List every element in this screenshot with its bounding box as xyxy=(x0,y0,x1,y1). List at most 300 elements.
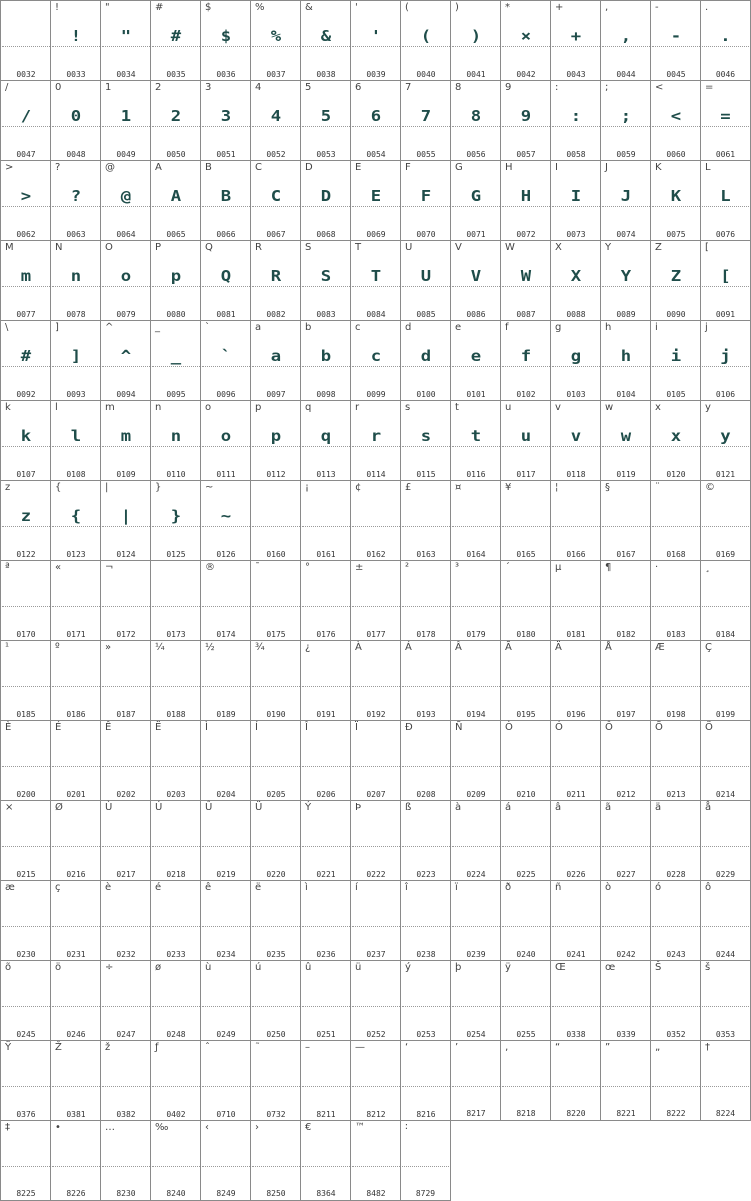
baseline-guide xyxy=(552,126,600,127)
glyph-cell xyxy=(600,0,651,81)
character-code: 0215 xyxy=(16,870,36,879)
baseline-guide xyxy=(402,846,450,847)
reference-character: à xyxy=(455,802,462,813)
character-code: 0183 xyxy=(666,630,686,639)
character-code: 0226 xyxy=(566,870,586,879)
baseline-guide xyxy=(402,206,450,207)
baseline-guide xyxy=(702,46,749,47)
character-code: 8482 xyxy=(366,1189,386,1198)
character-code: 0048 xyxy=(66,150,86,159)
reference-character: i xyxy=(655,322,658,333)
glyph-cell xyxy=(250,640,301,721)
font-glyph-sample: U xyxy=(420,267,432,285)
font-glyph-sample: + xyxy=(570,27,582,45)
character-code: 0036 xyxy=(216,70,236,79)
baseline-guide xyxy=(652,606,700,607)
glyph-cell xyxy=(100,800,151,881)
character-code: 0096 xyxy=(216,390,236,399)
character-code: 0041 xyxy=(466,70,486,79)
character-code: 0073 xyxy=(566,230,586,239)
font-glyph-sample: S xyxy=(320,267,332,285)
baseline-guide xyxy=(152,446,200,447)
glyph-cell xyxy=(550,80,601,161)
character-code: 0185 xyxy=(16,710,36,719)
glyph-cell xyxy=(500,0,551,81)
baseline-guide xyxy=(702,286,749,287)
character-code: 8220 xyxy=(566,1109,586,1118)
reference-character: ¡ xyxy=(305,482,310,493)
baseline-guide xyxy=(502,126,550,127)
reference-character: 3 xyxy=(205,82,212,93)
glyph-cell xyxy=(350,880,401,961)
baseline-guide xyxy=(452,1086,500,1087)
reference-character: Ø xyxy=(55,802,63,813)
glyph-cell xyxy=(0,320,51,401)
font-glyph-sample: | xyxy=(120,507,132,525)
reference-character: Ô xyxy=(605,722,613,733)
baseline-guide xyxy=(652,446,700,447)
reference-character: u xyxy=(505,402,512,413)
reference-character: v xyxy=(555,402,561,413)
reference-character: > xyxy=(5,162,14,173)
baseline-guide xyxy=(502,846,550,847)
reference-character: * xyxy=(505,2,510,13)
font-glyph-sample: d xyxy=(420,347,432,365)
font-glyph-sample: ( xyxy=(420,27,432,45)
font-glyph-sample: X xyxy=(570,267,582,285)
character-code: 0229 xyxy=(715,870,736,879)
font-glyph-sample: 6 xyxy=(370,107,382,125)
baseline-guide xyxy=(152,206,200,207)
reference-character: S xyxy=(305,242,312,253)
font-glyph-sample: 3 xyxy=(220,107,232,125)
reference-character: k xyxy=(5,402,11,413)
baseline-guide xyxy=(652,206,700,207)
glyph-cell xyxy=(500,80,551,161)
character-code: 0058 xyxy=(566,150,586,159)
glyph-cell xyxy=(50,1040,101,1121)
character-code: 0239 xyxy=(466,950,486,959)
glyph-cell xyxy=(550,880,601,961)
glyph-cell xyxy=(250,0,301,81)
reference-character: ¾ xyxy=(255,642,265,653)
reference-character: ð xyxy=(505,882,512,893)
character-code: 0112 xyxy=(266,470,286,479)
baseline-guide xyxy=(602,1006,650,1007)
font-glyph-sample: $ xyxy=(220,27,232,45)
character-code: 0086 xyxy=(466,310,486,319)
glyph-cell xyxy=(250,800,301,881)
glyph-cell xyxy=(600,640,651,721)
character-code: 0231 xyxy=(66,950,86,959)
font-glyph-sample: 5 xyxy=(320,107,332,125)
baseline-guide xyxy=(402,526,450,527)
character-code: 8222 xyxy=(666,1109,686,1118)
glyph-cell xyxy=(400,400,451,481)
font-glyph-sample: u xyxy=(520,427,532,445)
reference-character: ¨ xyxy=(655,482,660,493)
character-code: 0224 xyxy=(466,870,486,879)
glyph-cell xyxy=(350,800,401,881)
reference-character: ÷ xyxy=(105,962,114,973)
glyph-cell xyxy=(500,800,551,881)
glyph-cell xyxy=(50,320,101,401)
glyph-cell xyxy=(150,80,201,161)
font-glyph-sample: V xyxy=(470,267,482,285)
character-code: 0124 xyxy=(116,550,136,559)
reference-character: é xyxy=(155,882,162,893)
glyph-cell xyxy=(50,400,101,481)
glyph-cell xyxy=(50,1120,101,1201)
character-code: 8221 xyxy=(616,1109,636,1118)
glyph-cell xyxy=(550,640,601,721)
reference-character: Z xyxy=(655,242,662,253)
baseline-guide xyxy=(2,206,50,207)
glyph-cell xyxy=(0,240,51,321)
glyph-cell xyxy=(100,320,151,401)
baseline-guide xyxy=(602,206,650,207)
baseline-guide xyxy=(152,1086,200,1087)
baseline-guide xyxy=(402,926,450,927)
glyph-cell xyxy=(700,240,751,321)
baseline-guide xyxy=(102,686,150,687)
reference-character: ß xyxy=(405,802,412,813)
character-code: 0122 xyxy=(16,550,36,559)
glyph-cell xyxy=(400,480,451,561)
font-glyph-sample: h xyxy=(620,347,632,365)
font-glyph-sample: _ xyxy=(170,347,182,365)
glyph-cell xyxy=(600,560,651,641)
reference-character: V xyxy=(455,242,462,253)
character-code: 0202 xyxy=(116,790,136,799)
glyph-cell xyxy=(450,880,501,961)
reference-character: $ xyxy=(205,2,212,13)
character-code: 0216 xyxy=(66,870,86,879)
glyph-cell xyxy=(350,400,401,481)
baseline-guide xyxy=(452,526,500,527)
baseline-guide xyxy=(202,606,250,607)
character-code: 0057 xyxy=(516,150,536,159)
reference-character: ´ xyxy=(505,562,510,573)
reference-character: ‰ xyxy=(155,1122,169,1133)
reference-character: Ä xyxy=(555,642,562,653)
glyph-cell xyxy=(650,1040,701,1121)
font-glyph-sample: e xyxy=(470,347,482,365)
reference-character: º xyxy=(55,642,60,653)
reference-character: ~ xyxy=(205,482,214,493)
character-code: 0105 xyxy=(666,390,686,399)
glyph-cell xyxy=(50,80,101,161)
font-glyph-sample: j xyxy=(720,347,731,365)
reference-character: Ê xyxy=(105,722,112,733)
reference-character: ¦ xyxy=(555,482,559,493)
character-code: 0192 xyxy=(366,710,386,719)
character-code: 0162 xyxy=(366,550,386,559)
reference-character: … xyxy=(105,1122,115,1133)
baseline-guide xyxy=(102,286,150,287)
reference-character: = xyxy=(705,82,714,93)
glyph-cell xyxy=(150,640,201,721)
font-glyph-sample: ` xyxy=(220,347,232,365)
baseline-guide xyxy=(252,206,300,207)
character-code: 0352 xyxy=(666,1030,686,1039)
reference-character: « xyxy=(55,562,62,573)
glyph-cell xyxy=(550,0,601,81)
glyph-cell xyxy=(50,0,101,81)
glyph-cell xyxy=(450,320,501,401)
character-code: 0161 xyxy=(316,550,336,559)
font-glyph-sample: 2 xyxy=(170,107,182,125)
baseline-guide xyxy=(202,126,250,127)
reference-character: j xyxy=(705,322,708,333)
character-code: 0081 xyxy=(216,310,236,319)
glyph-cell xyxy=(200,160,251,241)
font-glyph-sample: [ xyxy=(720,267,731,285)
character-code: 0221 xyxy=(316,870,336,879)
baseline-guide xyxy=(152,766,200,767)
font-glyph-sample: Y xyxy=(620,267,632,285)
glyph-cell xyxy=(0,1120,51,1201)
baseline-guide xyxy=(2,286,50,287)
character-code: 0050 xyxy=(166,150,186,159)
reference-character: Í xyxy=(255,722,258,733)
character-code: 0047 xyxy=(16,150,36,159)
character-code: 0232 xyxy=(116,950,136,959)
glyph-cell xyxy=(400,160,451,241)
reference-character: e xyxy=(455,322,462,333)
character-code: 0179 xyxy=(466,630,486,639)
character-code: 0072 xyxy=(516,230,536,239)
reference-character: ` xyxy=(205,322,210,333)
reference-character: ä xyxy=(655,802,662,813)
glyph-cell xyxy=(150,480,201,561)
glyph-cell xyxy=(0,880,51,961)
reference-character: ¢ xyxy=(355,482,362,493)
font-glyph-sample: B xyxy=(220,187,232,205)
glyph-cell xyxy=(400,1040,451,1121)
glyph-cell xyxy=(350,720,401,801)
glyph-cell xyxy=(200,880,251,961)
glyph-cell xyxy=(550,1040,601,1121)
glyph-cell xyxy=(50,160,101,241)
glyph-cell xyxy=(650,160,701,241)
character-code: 0248 xyxy=(166,1030,186,1039)
character-code: 8364 xyxy=(316,1189,336,1198)
baseline-guide xyxy=(2,1166,50,1167)
character-code: 0186 xyxy=(66,710,86,719)
character-code: 0382 xyxy=(116,1110,136,1119)
baseline-guide xyxy=(52,606,100,607)
reference-character: ” xyxy=(605,1042,611,1053)
reference-character: ï xyxy=(455,882,458,893)
baseline-guide xyxy=(502,1086,550,1087)
glyph-cell xyxy=(250,560,301,641)
character-code: 0163 xyxy=(416,550,436,559)
reference-character: X xyxy=(555,242,562,253)
glyph-cell xyxy=(450,960,501,1041)
character-code: 0045 xyxy=(666,70,686,79)
reference-character: ’ xyxy=(455,1042,459,1053)
baseline-guide xyxy=(52,526,100,527)
baseline-guide xyxy=(202,846,250,847)
character-code: 0087 xyxy=(516,310,536,319)
character-code: 0064 xyxy=(116,230,136,239)
reference-character: ò xyxy=(605,882,612,893)
character-code: 0088 xyxy=(566,310,586,319)
baseline-guide xyxy=(452,606,500,607)
reference-character: Ò xyxy=(505,722,513,733)
reference-character: c xyxy=(355,322,361,333)
baseline-guide xyxy=(452,286,500,287)
baseline-guide xyxy=(2,366,50,367)
reference-character: : xyxy=(555,82,559,93)
character-code: 0204 xyxy=(216,790,236,799)
glyph-cell xyxy=(350,320,401,401)
glyph-cell xyxy=(650,560,701,641)
baseline-guide xyxy=(302,1166,350,1167)
character-code: 0160 xyxy=(266,550,286,559)
baseline-guide xyxy=(452,766,500,767)
glyph-cell xyxy=(650,240,701,321)
glyph-cell xyxy=(0,1040,51,1121)
baseline-guide xyxy=(602,686,650,687)
reference-character: R xyxy=(255,242,262,253)
glyph-cell xyxy=(300,1040,351,1121)
glyph-cell xyxy=(500,480,551,561)
glyph-cell xyxy=(600,1040,651,1121)
baseline-guide xyxy=(102,1166,150,1167)
character-code: 0082 xyxy=(266,310,286,319)
glyph-cell xyxy=(350,0,401,81)
reference-character: Û xyxy=(205,802,213,813)
baseline-guide xyxy=(102,526,150,527)
font-glyph-sample: 9 xyxy=(520,107,532,125)
font-glyph-sample: m xyxy=(20,267,32,285)
character-code: 0252 xyxy=(366,1030,386,1039)
baseline-guide xyxy=(202,46,250,47)
baseline-guide xyxy=(352,686,400,687)
character-code: 0117 xyxy=(516,470,536,479)
reference-character: € xyxy=(305,1122,312,1133)
baseline-guide xyxy=(102,606,150,607)
glyph-cell xyxy=(250,320,301,401)
character-code: 0201 xyxy=(66,790,86,799)
reference-character: ô xyxy=(705,882,712,893)
reference-character: & xyxy=(305,2,313,13)
reference-character: [ xyxy=(705,242,709,253)
character-code: 0194 xyxy=(466,710,486,719)
reference-character: ê xyxy=(205,882,212,893)
character-code: 0068 xyxy=(316,230,336,239)
reference-character: x xyxy=(655,402,661,413)
reference-character: É xyxy=(55,722,62,733)
reference-character: # xyxy=(155,2,164,13)
reference-character: Þ xyxy=(355,802,362,813)
reference-character: , xyxy=(605,2,609,13)
reference-character: Ù xyxy=(105,802,113,813)
glyph-cell xyxy=(300,240,351,321)
baseline-guide xyxy=(252,286,300,287)
reference-character: @ xyxy=(105,162,115,173)
reference-character: Ÿ xyxy=(5,1042,12,1053)
character-code: 0093 xyxy=(66,390,86,399)
baseline-guide xyxy=(352,286,400,287)
baseline-guide xyxy=(652,766,700,767)
reference-character: \ xyxy=(5,322,9,333)
reference-character: 9 xyxy=(505,82,512,93)
glyph-cell xyxy=(100,960,151,1041)
glyph-cell xyxy=(0,640,51,721)
reference-character: h xyxy=(605,322,612,333)
baseline-guide xyxy=(102,926,150,927)
character-code: 8217 xyxy=(466,1109,486,1118)
baseline-guide xyxy=(252,46,300,47)
character-code: 0235 xyxy=(266,950,286,959)
reference-character: | xyxy=(105,482,109,493)
reference-character: õ xyxy=(5,962,12,973)
glyph-cell xyxy=(650,480,701,561)
baseline-guide xyxy=(602,46,650,47)
character-code: 0255 xyxy=(516,1030,536,1039)
font-glyph-sample: > xyxy=(20,187,32,205)
character-code: 0094 xyxy=(116,390,136,399)
font-glyph-sample: . xyxy=(720,27,731,45)
baseline-guide xyxy=(202,1166,250,1167)
reference-character: ! xyxy=(55,2,60,13)
character-code: 0078 xyxy=(66,310,86,319)
character-code: 0101 xyxy=(466,390,486,399)
reference-character: E xyxy=(355,162,362,173)
baseline-guide xyxy=(402,46,450,47)
glyph-cell xyxy=(200,800,251,881)
reference-character: F xyxy=(405,162,411,173)
character-code: 0035 xyxy=(166,70,186,79)
glyph-cell xyxy=(650,0,701,81)
baseline-guide xyxy=(252,126,300,127)
glyph-cell xyxy=(450,800,501,881)
glyph-cell xyxy=(600,720,651,801)
character-code: 0115 xyxy=(416,470,436,479)
glyph-cell xyxy=(150,0,201,81)
character-code: 0034 xyxy=(116,70,136,79)
character-code: 0245 xyxy=(16,1030,36,1039)
baseline-guide xyxy=(702,206,749,207)
font-glyph-sample: 1 xyxy=(120,107,132,125)
glyph-cell xyxy=(100,640,151,721)
reference-character: ˜ xyxy=(255,1042,260,1053)
baseline-guide xyxy=(502,46,550,47)
glyph-cell xyxy=(200,0,251,81)
font-glyph-sample: m xyxy=(120,427,132,445)
glyph-cell xyxy=(500,560,551,641)
glyph-cell xyxy=(650,400,701,481)
baseline-guide xyxy=(402,686,450,687)
character-code: 0195 xyxy=(516,710,536,719)
glyph-cell xyxy=(50,240,101,321)
baseline-guide xyxy=(52,1086,100,1087)
font-glyph-sample: / xyxy=(20,107,32,125)
glyph-cell xyxy=(200,320,251,401)
character-code: 0180 xyxy=(516,630,536,639)
character-code: 0203 xyxy=(166,790,186,799)
baseline-guide xyxy=(452,446,500,447)
glyph-cell xyxy=(400,0,451,81)
reference-character: Á xyxy=(405,642,412,653)
character-code: 0061 xyxy=(715,150,736,159)
reference-character: “ xyxy=(555,1042,561,1053)
reference-character: ‚ xyxy=(505,1042,509,1053)
character-code: 0056 xyxy=(466,150,486,159)
